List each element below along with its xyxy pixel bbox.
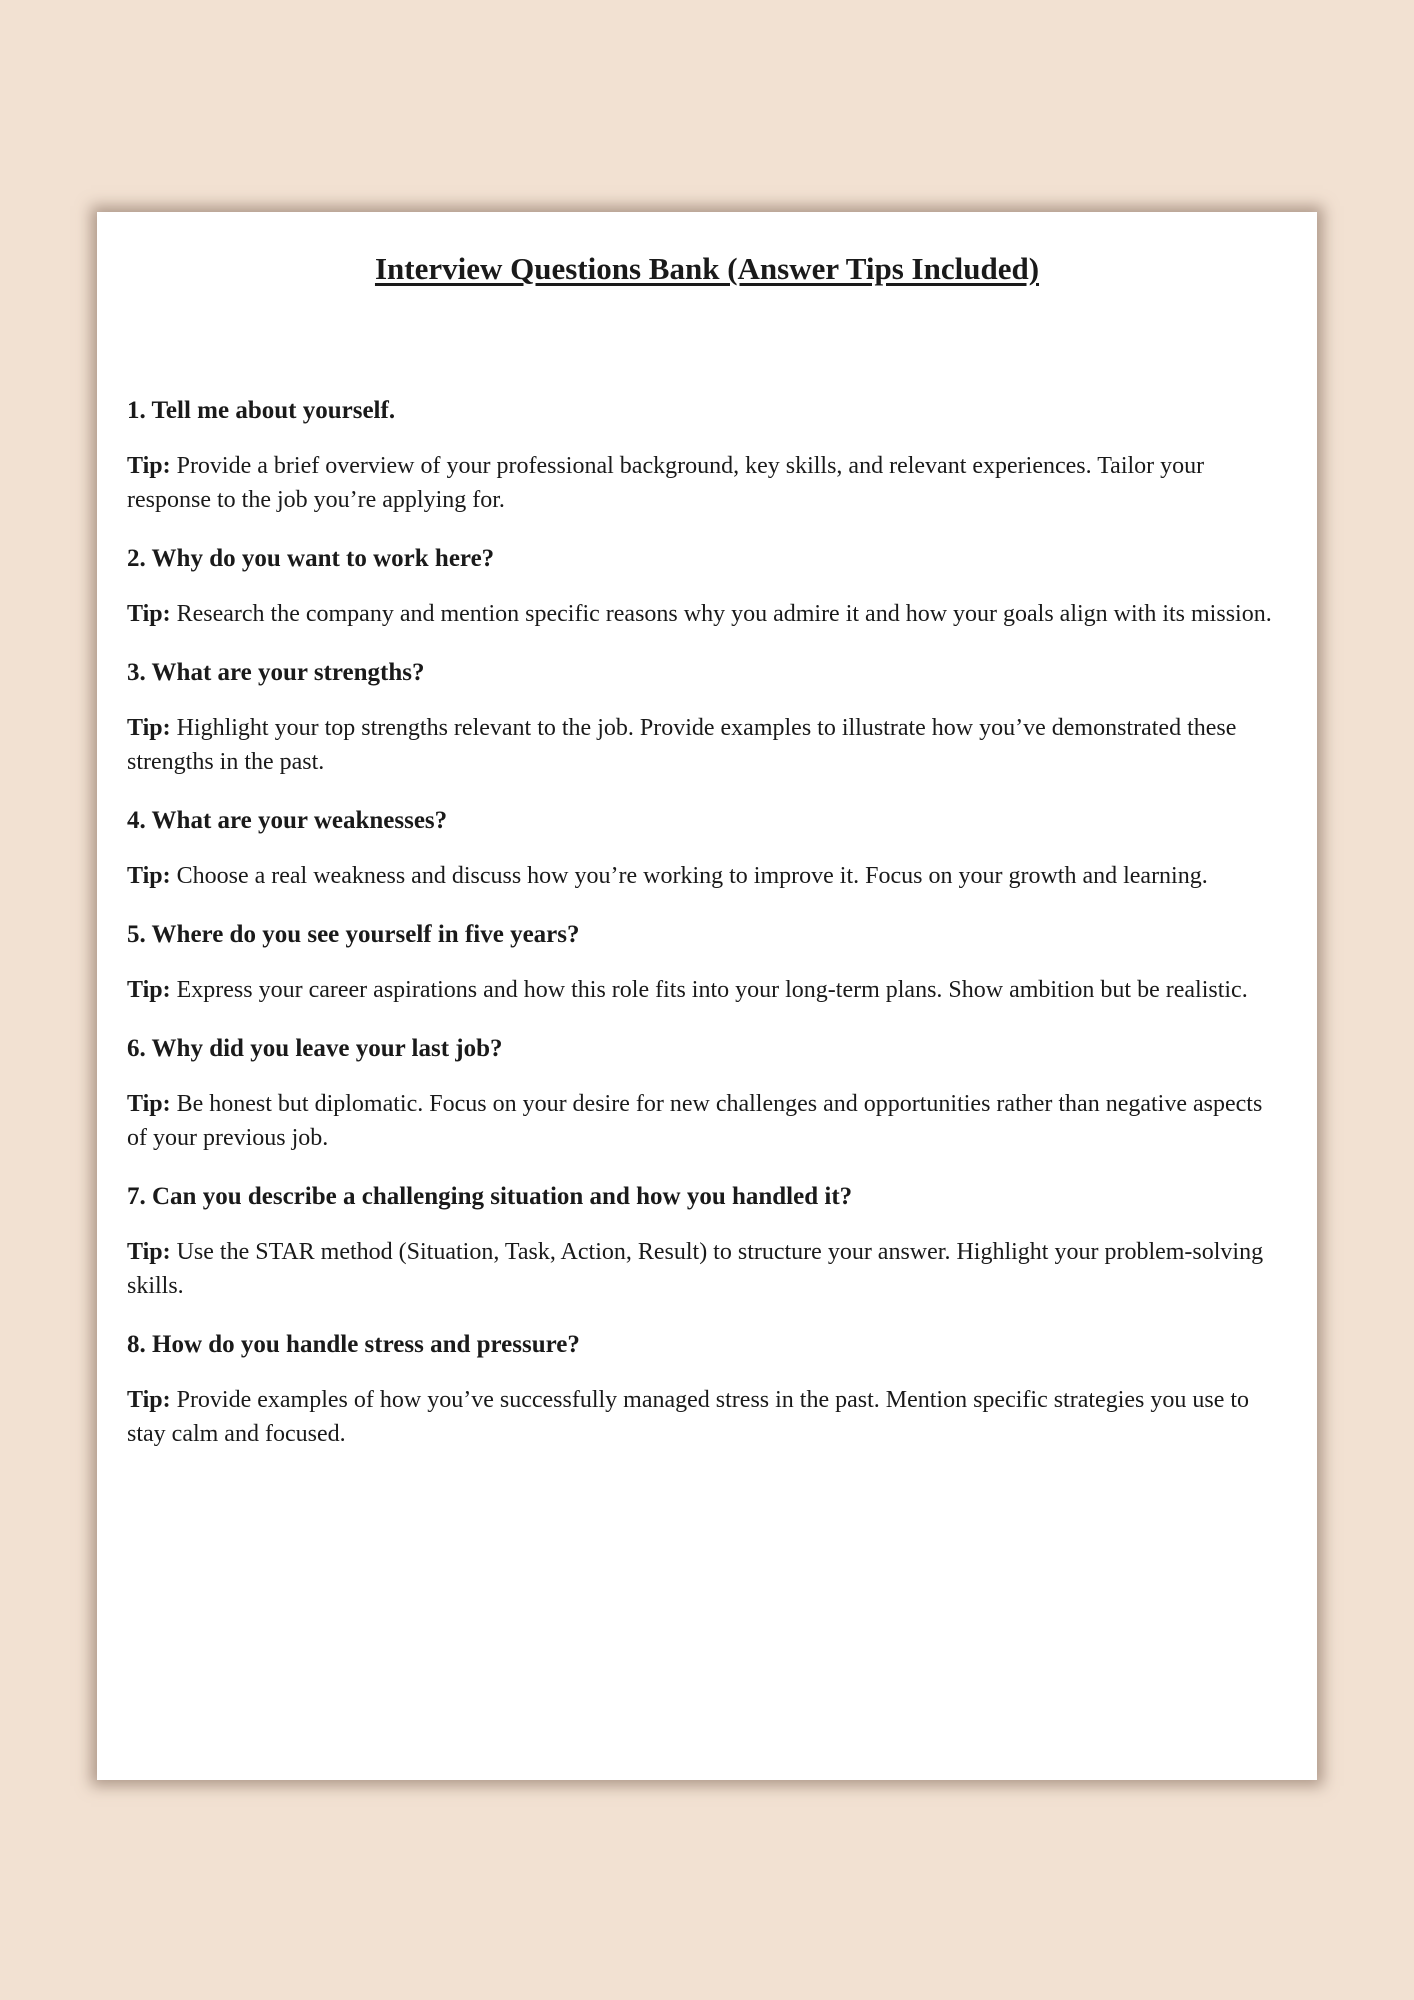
tip-label: Tip:	[127, 977, 171, 1004]
document-page	[97, 212, 1317, 1780]
tip-text: Choose a real weakness and discuss how you’re working to improve it. Focus on your growth and learning.	[176, 863, 1208, 890]
question-item	[127, 658, 1287, 779]
question-item	[127, 544, 1287, 631]
question-item	[127, 1034, 1287, 1155]
question-item	[127, 396, 1287, 517]
document-title: Interview Questions Bank (Answer Tips Included)	[374, 251, 1040, 286]
question-list	[127, 396, 1287, 1451]
tip-label: Tip:	[127, 453, 171, 480]
tip-paragraph	[127, 859, 1287, 893]
tip-paragraph	[127, 711, 1287, 779]
tip-text: Express your career aspirations and how this role fits into your long-term plans. Show ambition but be realistic.	[176, 977, 1248, 1004]
question-item	[127, 1182, 1287, 1303]
question-text: 5. Where do you see yourself in five years?	[127, 921, 580, 949]
question-item	[127, 920, 1287, 1007]
tip-text: Use the STAR method (Situation, Task, Action, Result) to structure your answer. Highlight your problem-solving skills.	[127, 1239, 1264, 1300]
tip-label: Tip:	[127, 1239, 171, 1266]
question-text: 1. Tell me about yourself.	[127, 397, 396, 425]
question-text: 6. Why did you leave your last job?	[127, 1035, 503, 1063]
question-text: 4. What are your weaknesses?	[127, 807, 448, 835]
tip-label: Tip:	[127, 1387, 171, 1414]
tip-text: Research the company and mention specific reasons why you admire it and how your goals align with its mission.	[176, 601, 1272, 628]
tip-label: Tip:	[127, 715, 171, 742]
question-text: 3. What are your strengths?	[127, 659, 425, 687]
question-item	[127, 806, 1287, 893]
tip-paragraph	[127, 449, 1287, 517]
tip-text: Provide examples of how you’ve successfully managed stress in the past. Mention specific strategies you use to stay calm and focused.	[127, 1387, 1250, 1448]
question-text: 8. How do you handle stress and pressure?	[127, 1331, 580, 1359]
tip-paragraph	[127, 597, 1287, 631]
tip-paragraph	[127, 1087, 1287, 1155]
tip-text: Provide a brief overview of your professional background, key skills, and relevant experiences. Tailor your response to the job you’re applying for.	[127, 453, 1205, 514]
tip-paragraph	[127, 1235, 1287, 1303]
tip-label: Tip:	[127, 601, 171, 628]
tip-label: Tip:	[127, 1091, 171, 1118]
question-item	[127, 1330, 1287, 1451]
tip-text: Be honest but diplomatic. Focus on your desire for new challenges and opportunities rather than negative aspects of your previous job.	[127, 1091, 1263, 1152]
tip-label: Tip:	[127, 863, 171, 890]
tip-paragraph	[127, 1383, 1287, 1451]
tip-paragraph	[127, 973, 1287, 1007]
question-text: 2. Why do you want to work here?	[127, 545, 495, 573]
tip-text: Highlight your top strengths relevant to the job. Provide examples to illustrate how you’ve demonstrated these strengths in the past.	[127, 715, 1237, 776]
question-text: 7. Can you describe a challenging situation and how you handled it?	[127, 1183, 853, 1211]
